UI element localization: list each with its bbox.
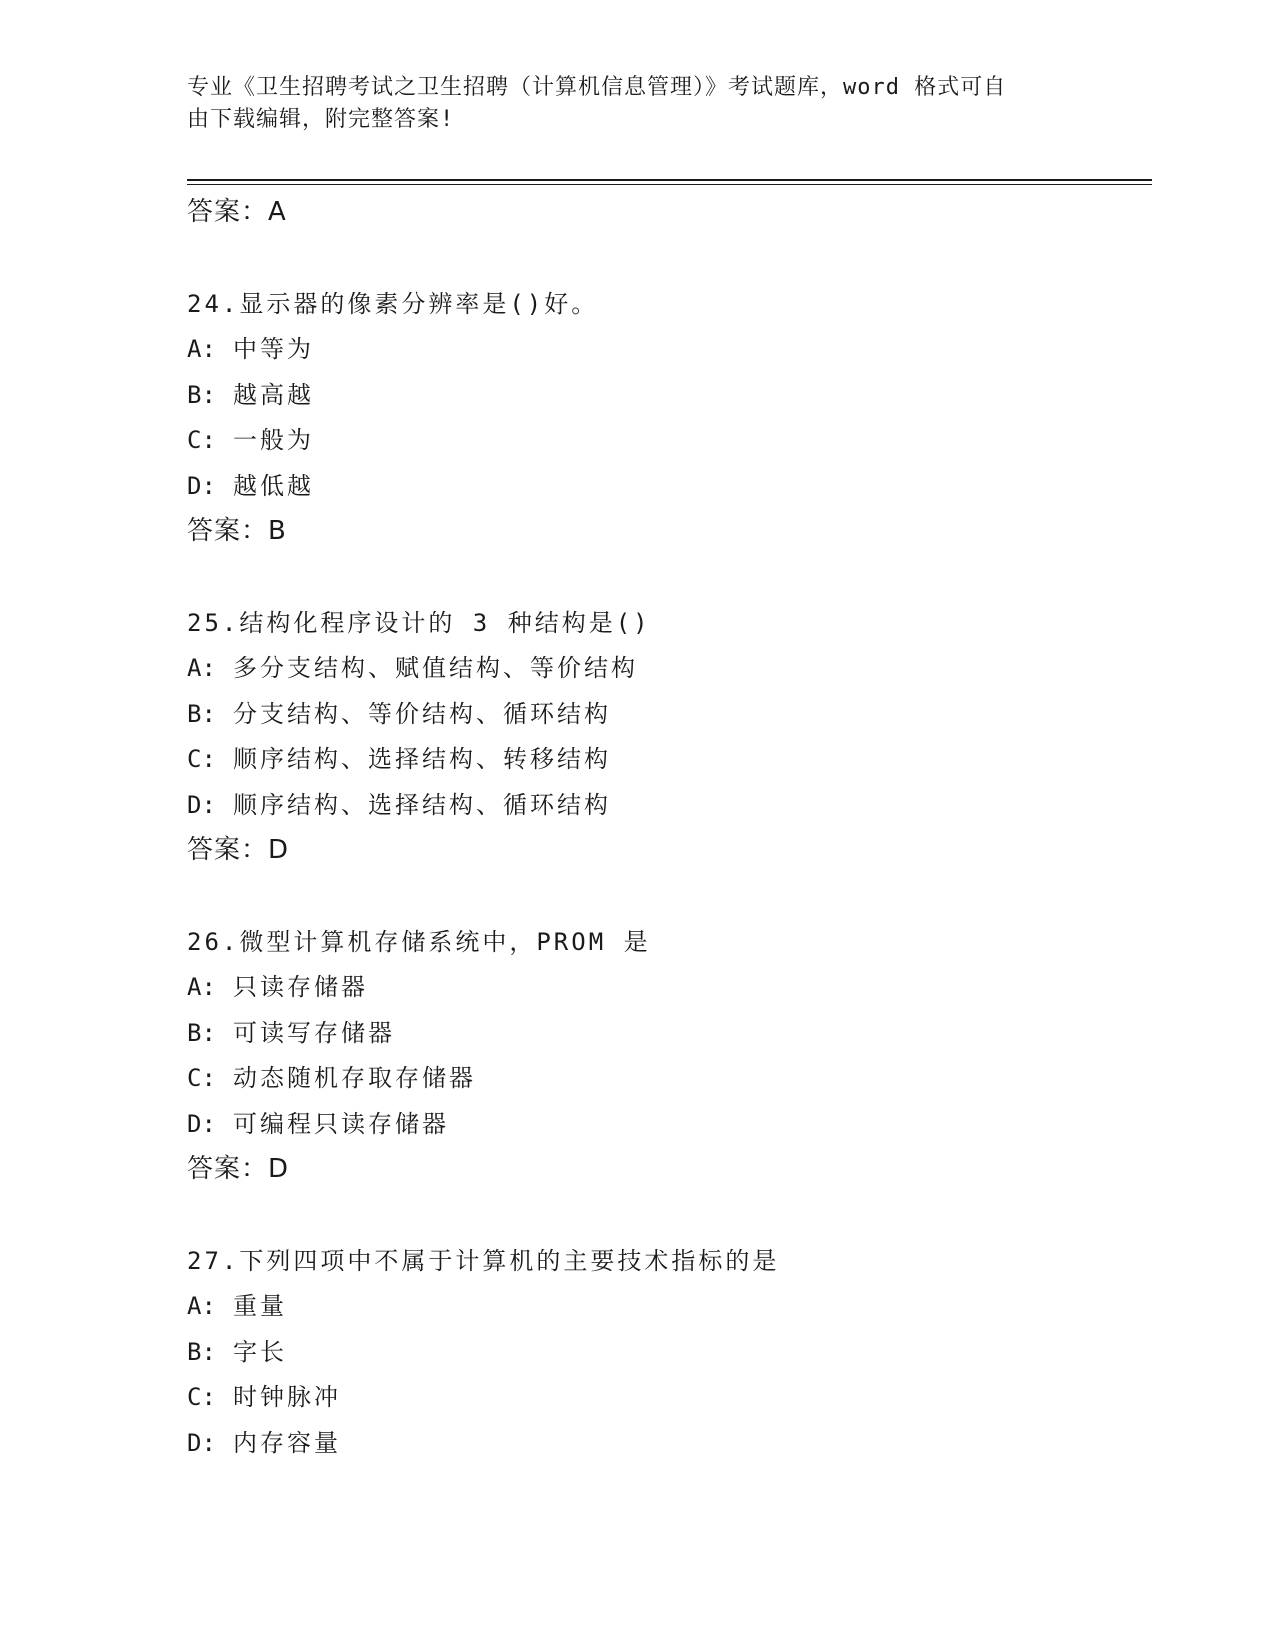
option-letter: A:: [187, 335, 216, 363]
question-stem: 27.下列四项中不属于计算机的主要技术指标的是: [187, 1246, 780, 1275]
option-row: [187, 692, 1147, 738]
option-row: [187, 327, 1147, 373]
option-row: [187, 1421, 1147, 1467]
option-row: [187, 418, 1147, 464]
header-line-1: 专业《卫生招聘考试之卫生招聘（计算机信息管理）》考试题库，word 格式可自: [187, 75, 1007, 100]
page-header: [187, 72, 1067, 136]
option-row: [187, 965, 1147, 1011]
question-block: [187, 601, 1147, 874]
option-letter: B:: [187, 1337, 216, 1366]
option-letter: B:: [187, 1018, 216, 1047]
question-spacer: [187, 555, 1147, 601]
option-letter: C:: [187, 745, 216, 773]
option-text: 越高越: [233, 380, 314, 409]
option-text: 时钟脉冲: [233, 1383, 341, 1411]
option-text: 中等为: [233, 335, 314, 363]
option-letter: C:: [187, 426, 216, 454]
option-row: [187, 1056, 1147, 1102]
option-text: 重量: [233, 1292, 287, 1320]
option-row: [187, 464, 1147, 510]
header-divider-thin: [187, 184, 1152, 185]
option-text: 可读写存储器: [233, 1018, 395, 1047]
answer-line: 答案：A: [187, 197, 287, 227]
option-row: [187, 1284, 1147, 1330]
option-letter: A:: [187, 1292, 216, 1320]
option-text: 只读存储器: [233, 973, 368, 1001]
option-text: 多分支结构、赋值结构、等价结构: [233, 654, 638, 682]
question-block: [187, 282, 1147, 555]
option-row: [187, 1375, 1147, 1421]
header-divider-thick: [187, 179, 1152, 181]
answer-line: 答案：D: [187, 1154, 290, 1184]
option-letter: D:: [187, 1428, 216, 1457]
option-row: [187, 1102, 1147, 1148]
question-spacer: [187, 236, 1147, 282]
option-letter: D:: [187, 1109, 216, 1138]
option-letter: C:: [187, 1064, 216, 1092]
answer-line: 答案：D: [187, 835, 290, 865]
option-text: 一般为: [233, 426, 314, 454]
option-text: 内存容量: [233, 1428, 341, 1457]
question-spacer: [187, 1193, 1147, 1239]
option-text: 可编程只读存储器: [233, 1109, 449, 1138]
option-text: 越低越: [233, 471, 314, 500]
option-row: [187, 373, 1147, 419]
option-text: 动态随机存取存储器: [233, 1064, 476, 1092]
option-text: 顺序结构、选择结构、循环结构: [233, 790, 611, 819]
option-letter: A:: [187, 654, 216, 682]
option-row: [187, 1330, 1147, 1376]
option-letter: B:: [187, 699, 216, 728]
question-stem: 25.结构化程序设计的 3 种结构是(): [187, 608, 651, 637]
answer-line: 答案：B: [187, 516, 287, 546]
questions-container: [187, 236, 1147, 1467]
option-letter: C:: [187, 1383, 216, 1411]
option-letter: B:: [187, 380, 216, 409]
option-row: [187, 1011, 1147, 1057]
question-stem: 24.显示器的像素分辨率是()好。: [187, 289, 599, 318]
option-letter: D:: [187, 471, 216, 500]
option-text: 字长: [233, 1337, 287, 1366]
option-row: [187, 737, 1147, 783]
question-list: [187, 190, 1147, 1466]
question-stem: 26.微型计算机存储系统中，PROM 是: [187, 927, 651, 956]
option-letter: A:: [187, 973, 216, 1001]
option-text: 顺序结构、选择结构、转移结构: [233, 745, 611, 773]
question-block: [187, 1239, 1147, 1467]
option-row: [187, 646, 1147, 692]
option-text: 分支结构、等价结构、循环结构: [233, 699, 611, 728]
option-letter: D:: [187, 790, 216, 819]
option-row: [187, 783, 1147, 829]
header-line-2: 由下载编辑，附完整答案!: [187, 107, 455, 132]
question-block: [187, 920, 1147, 1193]
question-spacer: [187, 874, 1147, 920]
